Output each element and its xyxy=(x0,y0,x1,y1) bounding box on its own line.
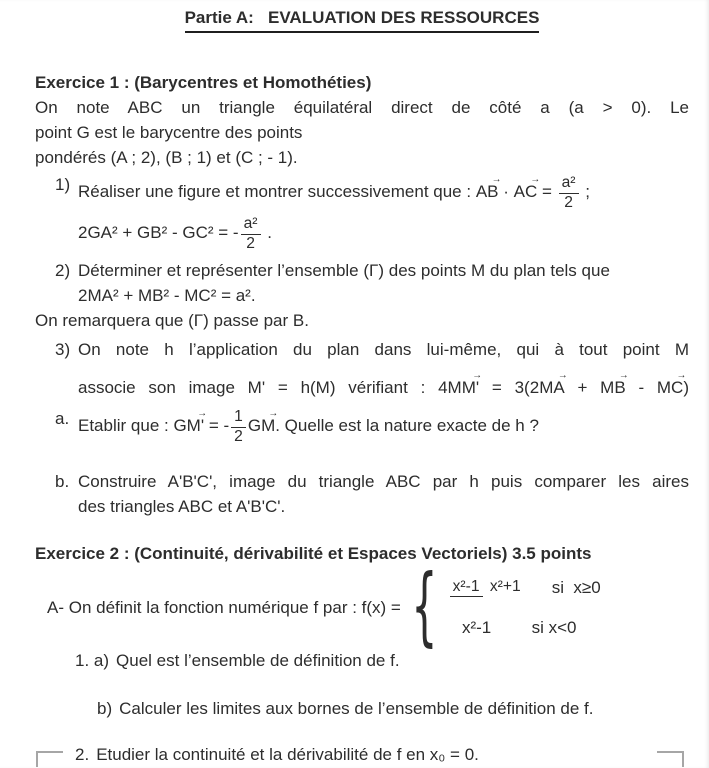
exercise2-question2 xyxy=(75,742,689,767)
vector-MB: MB → xyxy=(600,377,626,398)
question3-math-line2: associe son image M' = h(M) vérifiant : 4MM' → = 3(2MA → + MB → - MC →) xyxy=(78,368,689,398)
question1-number: 1) xyxy=(55,175,71,194)
case2-condition: si x<0 xyxy=(531,617,577,637)
question-a-math-line: Etablir que : GM' → = - $\frac{1}{2}$ GM →. Quelle est la nature exacte de h ? xyxy=(78,406,689,447)
function-definition-prefix: A- On définit la fonction numérique f par : f(x) = xyxy=(47,597,401,617)
question2-number: 2) xyxy=(55,261,71,281)
exercise1-remark: On remarquera que (Γ) passe par B. xyxy=(35,311,309,331)
case1-condition: si x≥0 xyxy=(551,577,601,597)
case1-fraction xyxy=(450,578,524,596)
exercise1-question-a xyxy=(55,406,689,447)
exercise2-question1a xyxy=(75,648,689,673)
case1-denominator: x²+1 xyxy=(489,578,521,596)
question1a-number: 1. a) xyxy=(75,650,110,670)
question-b-line2: des triangles ABC et A'B'C'. xyxy=(78,497,286,517)
exercise2-heading: Exercice 2 : (Continuité, dérivabilité et Espaces Vectoriels) 3.5 points xyxy=(35,544,592,564)
question1a-text: Quel est l’ensemble de définition de f. xyxy=(116,650,400,670)
piecewise-brace-icon: { xyxy=(411,556,438,657)
vector-GM: GM' → xyxy=(173,415,204,436)
title-row xyxy=(35,5,689,33)
exercise1-intro-line3: pondérés (A ; 2), (B ; 1) et (C ; - 1). xyxy=(35,148,298,167)
exercise2-question1b xyxy=(97,696,689,721)
question-a-content xyxy=(78,406,689,447)
question-b-letter: b. xyxy=(55,472,70,492)
question1b-text: Calculer les limites aux bornes de l’ensemble de définition de f. xyxy=(119,698,594,718)
question2-content xyxy=(78,258,689,308)
question2-line2: 2MA² + MB² - MC² = a². xyxy=(78,286,256,306)
exercise1-question2 xyxy=(55,258,689,308)
vector-AB: AB → xyxy=(476,181,499,202)
question3-line1: On note h l’application du plan dans lui-même, qui à tout point M xyxy=(78,340,689,360)
question-a-letter: a. xyxy=(55,409,70,429)
crop-corner-left xyxy=(36,751,63,767)
vector-MC: MC → xyxy=(657,377,683,398)
question-b-content xyxy=(78,469,689,519)
question3-content xyxy=(78,337,689,398)
exercise2-function-definition xyxy=(47,556,689,657)
vector-AC: AC → xyxy=(514,181,538,202)
exercise1-intro-line1: On note ABC un triangle équilatéral direct de côté a (a > 0). Le xyxy=(35,98,689,117)
case2-expression: x²-1 xyxy=(461,617,492,637)
exercise1-intro-line2: point G est le barycentre des points xyxy=(35,123,303,142)
fraction: $\frac{1}{2}$ xyxy=(231,408,246,445)
crop-corner-right xyxy=(657,751,684,767)
question2-line1: Déterminer et représenter l’ensemble (Γ) des points M du plan tels que xyxy=(78,261,610,281)
question2-number-ex2: 2. xyxy=(75,744,90,764)
vector-MA: MA → xyxy=(539,377,565,398)
question1b-letter: b) xyxy=(97,698,113,718)
page-title: Partie A: EVALUATION DES RESSOURCES xyxy=(185,5,540,33)
piecewise-cases xyxy=(448,575,601,640)
question1-math-line1: Réaliser une figure et montrer successivement que : AB → · AC → = $\frac{\text{a²}}{2}$ ; xyxy=(78,172,689,213)
case1-numerator: x²-1 xyxy=(450,578,483,597)
question-b-line1: Construire A'B'C', image du triangle ABC par h puis comparer les aires xyxy=(78,472,689,492)
exercise1-question3 xyxy=(55,337,689,398)
exercise1-question-b xyxy=(55,469,689,519)
fraction: $\frac{\text{a²}}{2}$ xyxy=(241,215,261,252)
vector-MM: MM' → xyxy=(448,377,480,398)
question1-content xyxy=(78,172,689,254)
question2-text-ex2: Etudier la continuité et la dérivabilité de f en x₀ = 0. xyxy=(96,744,479,764)
case-row-2 xyxy=(448,615,601,640)
exercise1-heading: Exercice 1 : (Barycentres et Homothéties) xyxy=(35,73,372,92)
case-row-1 xyxy=(448,575,601,600)
question1-math-line2: 2GA² + GB² - GC² = - $\frac{\text{a²}}{2}$ . xyxy=(78,215,272,252)
vector-GM: GM → xyxy=(248,415,275,436)
exercise1-question1 xyxy=(55,172,689,254)
fraction: $\frac{\text{a²}}{2}$ xyxy=(559,174,579,211)
question3-number: 3) xyxy=(55,340,71,360)
